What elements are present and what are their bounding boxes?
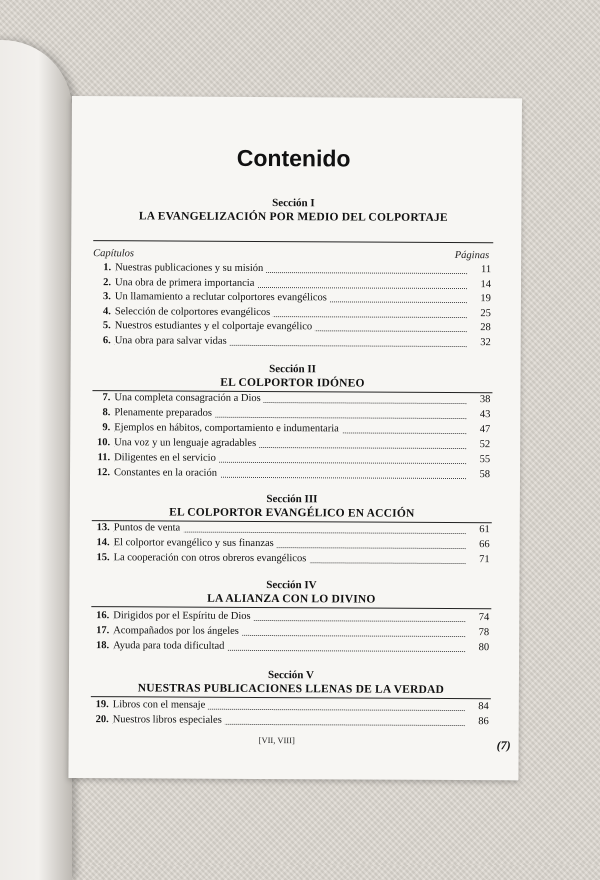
page-ref: 38 xyxy=(468,394,490,405)
chapter-title: Ayuda para toda dificultad xyxy=(113,640,227,652)
section-rule xyxy=(93,240,493,243)
chapter-title: Nuestras publicaciones y su misión xyxy=(115,262,266,274)
chapter-title: Dirigidos por el Espíritu de Dios xyxy=(113,610,253,622)
toc-entry[interactable] xyxy=(92,422,492,438)
pages-column-header: Páginas xyxy=(454,250,490,262)
page-ref: 71 xyxy=(468,554,490,565)
chapter-title: Ejemplos en hábitos, comportamiento e indumentaria xyxy=(114,422,342,434)
toc-entry[interactable] xyxy=(91,610,491,626)
chapter-number: 10. xyxy=(97,437,111,449)
toc-entry[interactable] xyxy=(92,437,492,453)
toc-entry[interactable] xyxy=(92,452,492,468)
page-number: (7) xyxy=(496,738,511,753)
chapter-title: La cooperación con otros obreros evangélicos xyxy=(114,552,310,564)
chapter-number: 15. xyxy=(96,552,110,564)
toc-entry[interactable] xyxy=(92,537,492,553)
chapter-number: 1. xyxy=(103,262,112,274)
section-title: LA ALIANZA CON LO DIVINO xyxy=(207,592,376,606)
chapter-number: 5. xyxy=(102,320,111,332)
chapter-number: 14. xyxy=(96,537,110,549)
chapter-title: Una voz y un lenguaje agradables xyxy=(114,437,259,449)
chapter-title: Un llamamiento a reclutar colportores evangélicos xyxy=(115,291,330,303)
page-title: Contenido xyxy=(236,144,351,172)
chapter-number: 2. xyxy=(103,276,112,288)
chapter-number: 4. xyxy=(102,305,111,317)
toc-entry[interactable] xyxy=(92,392,492,408)
section-title: EL COLPORTOR IDÓNEO xyxy=(220,376,365,390)
toc-entry[interactable] xyxy=(93,277,493,293)
page-ref: 61 xyxy=(468,524,490,535)
section-title: LA EVANGELIZACIÓN POR MEDIO DEL COLPORTAJE xyxy=(138,210,448,224)
toc-entry[interactable] xyxy=(92,467,492,483)
chapter-title: Diligentes en el servicio xyxy=(114,452,219,464)
page-ref: 58 xyxy=(468,469,490,480)
page-ref: 74 xyxy=(467,612,489,623)
toc-entry[interactable] xyxy=(92,522,492,538)
chapter-title: El colportor evangélico y sus finanzas xyxy=(114,537,277,549)
toc-entry[interactable] xyxy=(91,625,491,641)
section-label: Sección III xyxy=(266,493,318,506)
chapter-title: Libros con el mensaje xyxy=(113,699,208,710)
chapter-title: Nuestros libros especiales xyxy=(113,714,225,726)
chapter-number: 7. xyxy=(102,392,111,404)
section-title: NUESTRAS PUBLICACIONES LLENAS DE LA VERDAD xyxy=(137,682,445,696)
chapter-number: 17. xyxy=(96,625,110,637)
page-ref: 32 xyxy=(469,337,491,348)
page-ref: 66 xyxy=(468,539,490,550)
section-label: Sección I xyxy=(272,197,315,210)
chapter-number: 3. xyxy=(103,291,111,303)
toc-entry[interactable] xyxy=(93,320,493,336)
chapters-column-header: Capítulos xyxy=(93,248,135,260)
footer-reference: [VII, VIII] xyxy=(258,734,295,746)
page-ref: 25 xyxy=(469,308,491,319)
page-ref: 55 xyxy=(468,454,490,465)
section-label: Sección V xyxy=(267,669,314,682)
toc-entry[interactable] xyxy=(93,262,493,278)
chapter-title: Plenamente preparados xyxy=(114,407,215,419)
toc-entry[interactable] xyxy=(92,407,492,423)
section-label: Sección IV xyxy=(266,579,317,592)
page-ref: 84 xyxy=(467,701,489,712)
page-ref: 78 xyxy=(467,627,489,638)
page-ref: 47 xyxy=(468,424,490,435)
page-ref: 52 xyxy=(468,439,490,450)
section-title: EL COLPORTOR EVANGÉLICO EN ACCIÓN xyxy=(169,506,415,520)
chapter-number: 16. xyxy=(96,610,110,622)
chapter-number: 8. xyxy=(102,407,111,419)
chapter-title: Constantes en la oración xyxy=(114,467,220,479)
chapter-title: Una obra para salvar vidas xyxy=(115,335,230,347)
chapter-title: Una obra de primera importancia xyxy=(115,277,257,289)
toc-entry[interactable] xyxy=(91,640,491,656)
toc-entry[interactable] xyxy=(91,699,491,715)
page-ref: 86 xyxy=(467,716,489,727)
chapter-number: 18. xyxy=(95,640,110,652)
page-content xyxy=(93,96,494,746)
toc-entry[interactable] xyxy=(92,552,492,568)
chapter-title: Puntos de venta xyxy=(114,522,184,533)
chapter-number: 11. xyxy=(97,452,111,464)
chapter-number: 9. xyxy=(102,422,111,434)
chapter-number: 19. xyxy=(95,699,109,711)
chapter-number: 12. xyxy=(96,467,111,479)
page-ref: 14 xyxy=(469,279,491,290)
chapter-number: 6. xyxy=(102,334,111,346)
page-ref: 43 xyxy=(468,409,490,420)
chapter-title: Nuestros estudiantes y el colportaje evangélico xyxy=(115,320,315,332)
book-page xyxy=(68,96,522,780)
page-ref: 80 xyxy=(467,642,489,653)
page-ref: 19 xyxy=(469,293,491,304)
left-page-edge xyxy=(0,40,72,880)
chapter-title: Una completa consagración a Dios xyxy=(114,392,263,404)
chapter-title: Acompañados por los ángeles xyxy=(113,625,242,637)
toc-entry[interactable] xyxy=(93,335,493,351)
chapter-title: Selección de colportores evangélicos xyxy=(115,306,273,318)
toc-entry[interactable] xyxy=(91,714,491,730)
page-ref: 28 xyxy=(469,322,491,333)
toc-entry[interactable] xyxy=(93,291,493,307)
toc-entry[interactable] xyxy=(93,306,493,322)
page-ref: 11 xyxy=(469,264,491,275)
chapter-number: 20. xyxy=(95,714,109,726)
chapter-number: 13. xyxy=(96,522,110,534)
section-label: Sección II xyxy=(269,363,316,376)
section-rule xyxy=(91,606,491,609)
